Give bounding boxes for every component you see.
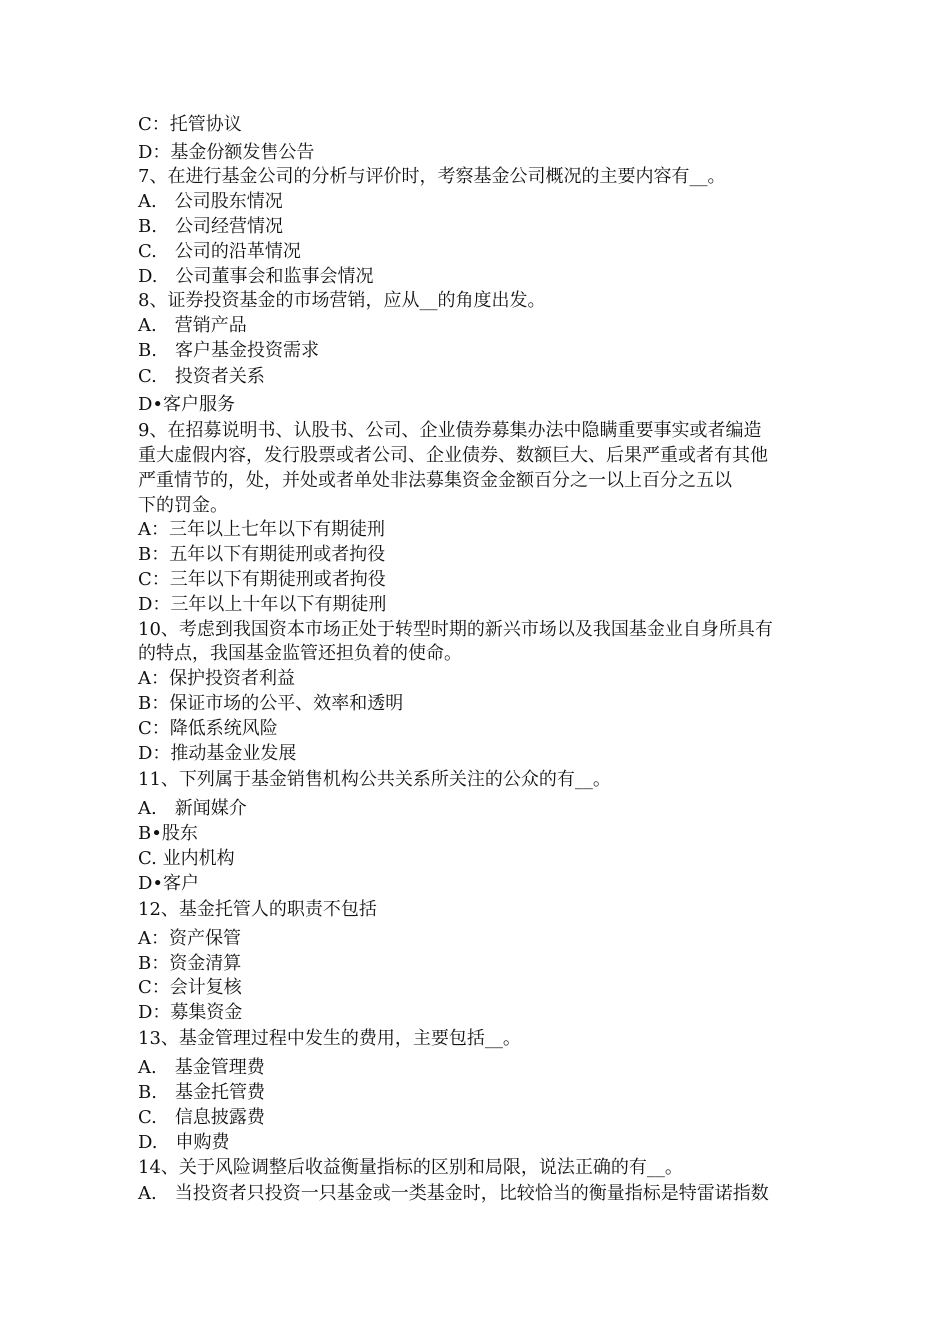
- option-b: B. 客户基金投资需求: [138, 340, 319, 361]
- option-d: D：推动基金业发展: [138, 743, 297, 764]
- question-13: 13、基金管理过程中发生的费用，主要包括__。: [138, 1028, 521, 1049]
- option-c: C. 公司的沿革情况: [138, 241, 301, 262]
- option-c: C：降低系统风险: [138, 718, 278, 739]
- option-b: B：五年以下有期徒刑或者拘役: [138, 544, 386, 565]
- question-text-line: 的特点，我国基金监管还担负着的使命。: [138, 643, 462, 664]
- option-b: B：资金清算: [138, 953, 242, 974]
- option-d: D：三年以上十年以下有期徒刑: [138, 594, 387, 615]
- question-text-line: 下的罚金。: [138, 495, 228, 516]
- option-b: B：保证市场的公平、效率和透明: [138, 693, 404, 714]
- option-c: C. 信息披露费: [138, 1107, 265, 1128]
- option-a: A. 营销产品: [138, 315, 247, 336]
- question-11: 11、下列属于基金销售机构公共关系所关注的公众的有__。: [138, 769, 611, 790]
- option-c: C：托管协议: [138, 114, 242, 135]
- question-7: 7、在进行基金公司的分析与评价时，考察基金公司概况的主要内容有__。: [138, 166, 726, 187]
- option-d: D：募集资金: [138, 1002, 243, 1023]
- option-d: D. 公司董事会和监事会情况: [138, 266, 374, 287]
- option-a: A. 基金管理费: [138, 1057, 265, 1078]
- option-a: A. 新闻媒介: [138, 798, 247, 819]
- question-12: 12、基金托管人的职责不包括: [138, 899, 377, 920]
- option-d: D. 申购费: [138, 1132, 230, 1153]
- question-8: 8、证券投资基金的市场营销，应从__的角度出发。: [138, 290, 546, 311]
- option-b: B. 公司经营情况: [138, 216, 283, 237]
- question-10: 10、考虑到我国资本市场正处于转型时期的新兴市场以及我国基金业自身所具有: [138, 619, 773, 640]
- option-d: D•客户: [138, 873, 200, 894]
- option-c: C. 业内机构: [138, 848, 235, 869]
- option-a: A. 当投资者只投资一只基金或一类基金时，比较恰当的衡量指标是特雷诺指数: [138, 1183, 769, 1204]
- question-text-line: 重大虚假内容，发行股票或者公司、企业债券、数额巨大、后果严重或者有其他: [138, 445, 768, 466]
- option-d: D：基金份额发售公告: [138, 142, 315, 163]
- option-a: A：资产保管: [138, 928, 241, 949]
- option-a: A：三年以上七年以下有期徒刑: [138, 519, 385, 540]
- option-c: C：会计复核: [138, 977, 242, 998]
- question-9: 9、在招募说明书、认股书、公司、企业债券募集办法中隐瞒重要事实或者编造: [138, 420, 762, 441]
- option-c: C：三年以下有期徒刑或者拘役: [138, 569, 386, 590]
- question-text-line: 严重情节的，处，并处或者单处非法募集资金金额百分之一以上百分之五以: [138, 470, 732, 491]
- question-14: 14、关于风险调整后收益衡量指标的区别和局限，说法正确的有__。: [138, 1157, 683, 1178]
- option-a: A：保护投资者利益: [138, 668, 295, 689]
- option-a: A. 公司股东情况: [138, 191, 283, 212]
- option-d: D•客户服务: [138, 394, 236, 415]
- option-b: B. 基金托管费: [138, 1082, 265, 1103]
- option-c: C. 投资者关系: [138, 366, 265, 387]
- option-b: B•股东: [138, 823, 198, 844]
